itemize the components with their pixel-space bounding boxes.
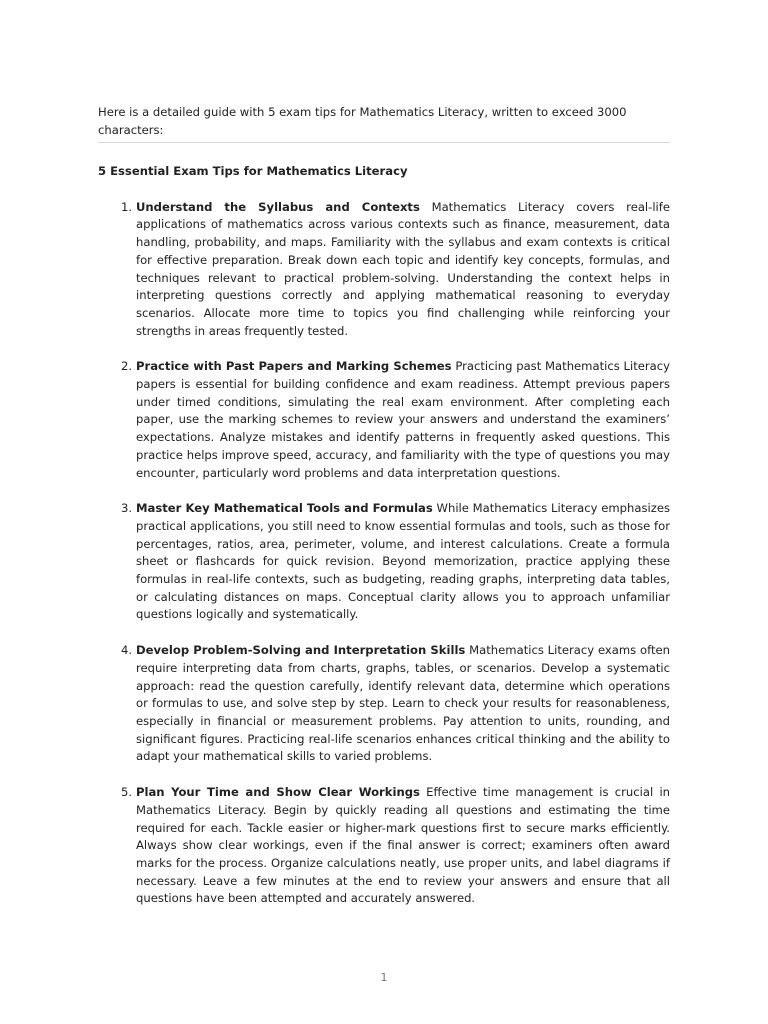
tip-title: Practice with Past Papers and Marking Schemes	[136, 359, 452, 374]
section-heading: 5 Essential Exam Tips for Mathematics Literacy	[98, 164, 408, 178]
tip-item-5	[98, 784, 670, 908]
document-page	[98, 104, 670, 926]
tip-title: Understand the Syllabus and Contexts	[136, 199, 420, 214]
tip-item-3	[98, 500, 670, 624]
tip-body: While Mathematics Literacy emphasizes practical applications, you still need to know essential formulas and tools, such as those for percentages, ratios, area, perimeter, volume, and interest calculations. Create a formula sheet or flashcards for quick revision. Beyond memorization, practice applying these formulas in real-life contexts, such as budgeting, reading graphs, interpreting data tables, or calculating distances on maps. Conceptual clarity allows you to approach unfamiliar questions logically and systematically.	[136, 501, 671, 622]
tip-number: 5.	[121, 785, 133, 800]
tip-body: Effective time management is crucial in Mathematics Literacy. Begin by quickly reading all questions and estimating the time required for each. Tackle easier or higher-mark questions first to secure marks efficiently. Always show clear workings, even if the final answer is correct; examiners often award marks for the process. Organize calculations neatly, use proper units, and label diagrams if necessary. Leave a few minutes at the end to review your answers and ensure that all questions have been attempted and accurately answered.	[136, 785, 671, 906]
tip-body: Practicing past Mathematics Literacy papers is essential for building confidence and exam readiness. Attempt previous papers under timed conditions, simulating the real exam environment. After completing each paper, use the marking schemes to review your answers and understand the examiners’ expectations. Analyze mistakes and identify patterns in frequently asked questions. This practice helps improve speed, accuracy, and familiarity with the type of questions you may encounter, particularly word problems and data interpretation questions.	[136, 359, 670, 480]
tip-number: 1.	[121, 199, 133, 214]
horizontal-divider	[98, 142, 670, 143]
tip-item-2	[98, 358, 670, 482]
tip-number: 2.	[121, 359, 133, 374]
tip-number: 3.	[121, 501, 133, 516]
tip-item-1	[98, 199, 670, 341]
tips-list	[98, 199, 670, 908]
tip-body: Mathematics Literacy covers real-life applications of mathematics across various contexts such as finance, measurement, data handling, probability, and maps. Familiarity with the syllabus and exam contexts is critical for effective preparation. Break down each topic and identify key concepts, formulas, and techniques relevant to practical problem-solving. Understanding the context helps in interpreting questions correctly and applying mathematical reasoning to everyday scenarios. Allocate more time to topics you find challenging while reinforcing your strengths in areas frequently tested.	[136, 199, 670, 338]
intro-text: Here is a detailed guide with 5 exam tips for Mathematics Literacy, written to exceed 3000 characters:	[98, 105, 627, 137]
page-number: 1	[380, 971, 388, 984]
tip-title: Master Key Mathematical Tools and Formulas	[136, 501, 433, 516]
tip-number: 4.	[121, 643, 133, 658]
tip-title: Develop Problem-Solving and Interpretation Skills	[136, 643, 466, 658]
tip-title: Plan Your Time and Show Clear Workings	[136, 785, 420, 800]
tip-item-4	[98, 642, 670, 766]
tip-body: Mathematics Literacy exams often require interpreting data from charts, graphs, tables, or scenarios. Develop a systematic approach: read the question carefully, identify relevant data, determine which operations or formulas to use, and solve step by step. Learn to check your results for reasonableness, especially in financial or measurement problems. Pay attention to units, rounding, and significant figures. Practicing real-life scenarios enhances critical thinking and the ability to adapt your mathematical skills to varied problems.	[136, 643, 671, 764]
